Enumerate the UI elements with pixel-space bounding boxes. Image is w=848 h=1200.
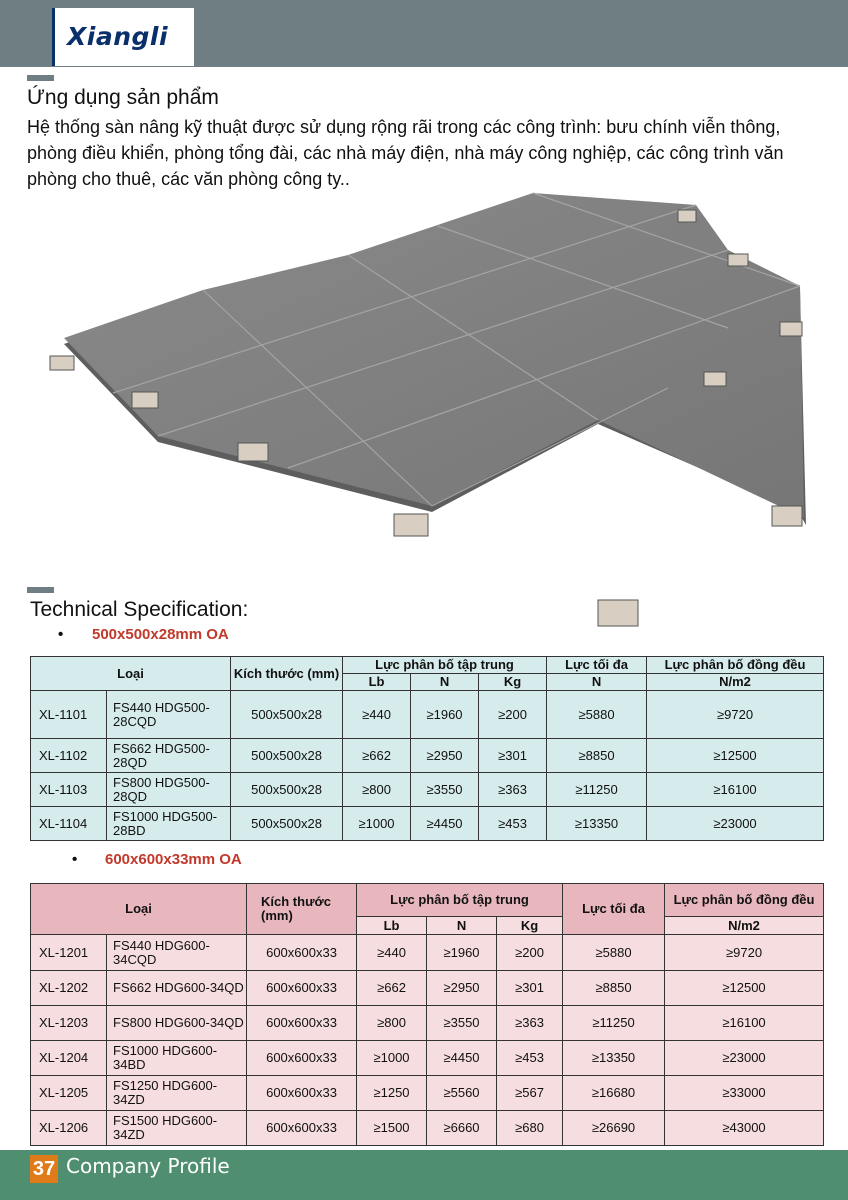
row-size: 600x600x33 bbox=[247, 935, 357, 971]
row-n: ≥2950 bbox=[411, 739, 479, 773]
row-kg: ≥200 bbox=[497, 935, 563, 971]
header-n: N bbox=[411, 674, 479, 691]
header-max-unit: N bbox=[547, 674, 647, 691]
header-size: Kích thước (mm) bbox=[231, 657, 343, 691]
row-max: ≥11250 bbox=[563, 1006, 665, 1041]
row-n: ≥4450 bbox=[427, 1041, 497, 1076]
logo bbox=[52, 8, 194, 66]
footer-label: Company Profile bbox=[66, 1154, 230, 1178]
row-max: ≥8850 bbox=[563, 971, 665, 1006]
table-row bbox=[31, 739, 824, 773]
row-size: 500x500x28 bbox=[231, 807, 343, 841]
row-model: FS662 HDG500-28QD bbox=[107, 739, 231, 773]
row-code: XL-1203 bbox=[31, 1006, 107, 1041]
row-model: FS440 HDG500-28CQD bbox=[107, 691, 231, 739]
application-description: Hệ thống sàn nâng kỹ thuật được sử dụng rộng rãi trong các công trình: bưu chính viễn thông, phòng điều khiển, phòng tổng đài, các nhà máy điện, nhà máy công nghiệp, các công trình văn phòng cho thuê, các văn phòng công ty.. bbox=[27, 117, 784, 189]
row-lb: ≥1250 bbox=[357, 1076, 427, 1111]
row-model: FS1000 HDG500-28BD bbox=[107, 807, 231, 841]
row-uniform: ≥16100 bbox=[665, 1006, 824, 1041]
row-code: XL-1103 bbox=[31, 773, 107, 807]
row-kg: ≥363 bbox=[479, 773, 547, 807]
row-lb: ≥440 bbox=[343, 691, 411, 739]
row-model: FS1500 HDG600-34ZD bbox=[107, 1111, 247, 1146]
page-number: 37 bbox=[30, 1155, 58, 1183]
row-n: ≥4450 bbox=[411, 807, 479, 841]
row-size: 600x600x33 bbox=[247, 971, 357, 1006]
row-max: ≥8850 bbox=[547, 739, 647, 773]
bullet-500-label: 500x500x28mm OA bbox=[92, 626, 229, 643]
row-model: FS800 HDG600-34QD bbox=[107, 1006, 247, 1041]
row-kg: ≥363 bbox=[497, 1006, 563, 1041]
header-size: Kích thước (mm) bbox=[247, 884, 357, 935]
table-row bbox=[31, 971, 824, 1006]
row-lb: ≥662 bbox=[357, 971, 427, 1006]
header-max: Lực tối đa bbox=[547, 657, 647, 674]
row-kg: ≥453 bbox=[479, 807, 547, 841]
application-title: Ứng dụng sản phẩm bbox=[27, 86, 219, 109]
row-code: XL-1206 bbox=[31, 1111, 107, 1146]
bullet-dot: • bbox=[72, 851, 78, 868]
row-code: XL-1101 bbox=[31, 691, 107, 739]
header-uniform-unit: N/m2 bbox=[665, 917, 824, 935]
row-code: XL-1205 bbox=[31, 1076, 107, 1111]
header-kg: Kg bbox=[479, 674, 547, 691]
row-model: FS1250 HDG600-34ZD bbox=[107, 1076, 247, 1111]
row-max: ≥16680 bbox=[563, 1076, 665, 1111]
header-lb: Lb bbox=[343, 674, 411, 691]
row-lb: ≥440 bbox=[357, 935, 427, 971]
header-uniform: Lực phân bố đồng đều bbox=[647, 657, 824, 674]
header-lb: Lb bbox=[357, 917, 427, 935]
row-max: ≥13350 bbox=[563, 1041, 665, 1076]
row-max: ≥26690 bbox=[563, 1111, 665, 1146]
row-code: XL-1104 bbox=[31, 807, 107, 841]
header-kg: Kg bbox=[497, 917, 563, 935]
row-size: 500x500x28 bbox=[231, 739, 343, 773]
row-uniform: ≥12500 bbox=[647, 739, 824, 773]
table-row bbox=[31, 935, 824, 971]
header-uniform: Lực phân bố đồng đều bbox=[665, 884, 824, 917]
row-lb: ≥1000 bbox=[357, 1041, 427, 1076]
row-model: FS800 HDG500-28QD bbox=[107, 773, 231, 807]
row-max: ≥13350 bbox=[547, 807, 647, 841]
bullet-dot: • bbox=[58, 626, 64, 643]
row-uniform: ≥9720 bbox=[647, 691, 824, 739]
row-kg: ≥301 bbox=[497, 971, 563, 1006]
spec-title: Technical Specification: bbox=[30, 598, 249, 621]
row-max: ≥11250 bbox=[547, 773, 647, 807]
row-n: ≥6660 bbox=[427, 1111, 497, 1146]
section-marker bbox=[27, 587, 54, 593]
row-max: ≥5880 bbox=[547, 691, 647, 739]
row-kg: ≥453 bbox=[497, 1041, 563, 1076]
logo-text: Xiangli bbox=[67, 22, 169, 51]
row-uniform: ≥33000 bbox=[665, 1076, 824, 1111]
row-uniform: ≥16100 bbox=[647, 773, 824, 807]
header-concentrated: Lực phân bố tập trung bbox=[357, 884, 563, 917]
table-row bbox=[31, 773, 824, 807]
raised-floor-illustration bbox=[28, 188, 830, 653]
row-model: FS440 HDG600-34CQD bbox=[107, 935, 247, 971]
table-row bbox=[31, 1006, 824, 1041]
table-row bbox=[31, 691, 824, 739]
header-type: Loại bbox=[31, 884, 247, 935]
row-code: XL-1102 bbox=[31, 739, 107, 773]
table-row bbox=[31, 807, 824, 841]
row-uniform: ≥12500 bbox=[665, 971, 824, 1006]
table-row bbox=[31, 1041, 824, 1076]
row-code: XL-1204 bbox=[31, 1041, 107, 1076]
row-size: 500x500x28 bbox=[231, 773, 343, 807]
row-n: ≥3550 bbox=[411, 773, 479, 807]
row-kg: ≥680 bbox=[497, 1111, 563, 1146]
row-n: ≥1960 bbox=[411, 691, 479, 739]
section-marker bbox=[27, 75, 54, 81]
row-n: ≥3550 bbox=[427, 1006, 497, 1041]
row-uniform: ≥23000 bbox=[647, 807, 824, 841]
spec-table-500 bbox=[30, 656, 824, 841]
row-lb: ≥1000 bbox=[343, 807, 411, 841]
row-kg: ≥567 bbox=[497, 1076, 563, 1111]
row-n: ≥2950 bbox=[427, 971, 497, 1006]
row-code: XL-1201 bbox=[31, 935, 107, 971]
row-kg: ≥200 bbox=[479, 691, 547, 739]
header-n: N bbox=[427, 917, 497, 935]
bullet-600-label: 600x600x33mm OA bbox=[105, 851, 242, 868]
row-uniform: ≥23000 bbox=[665, 1041, 824, 1076]
row-lb: ≥800 bbox=[357, 1006, 427, 1041]
row-model: FS662 HDG600-34QD bbox=[107, 971, 247, 1006]
row-lb: ≥1500 bbox=[357, 1111, 427, 1146]
table-row bbox=[31, 1076, 824, 1111]
row-uniform: ≥43000 bbox=[665, 1111, 824, 1146]
header-uniform-unit: N/m2 bbox=[647, 674, 824, 691]
row-kg: ≥301 bbox=[479, 739, 547, 773]
row-size: 600x600x33 bbox=[247, 1041, 357, 1076]
row-n: ≥1960 bbox=[427, 935, 497, 971]
row-lb: ≥662 bbox=[343, 739, 411, 773]
row-size: 600x600x33 bbox=[247, 1006, 357, 1041]
header-type: Loại bbox=[31, 657, 231, 691]
row-code: XL-1202 bbox=[31, 971, 107, 1006]
row-n: ≥5560 bbox=[427, 1076, 497, 1111]
row-max: ≥5880 bbox=[563, 935, 665, 971]
row-lb: ≥800 bbox=[343, 773, 411, 807]
row-size: 500x500x28 bbox=[231, 691, 343, 739]
row-size: 600x600x33 bbox=[247, 1111, 357, 1146]
header-concentrated: Lực phân bố tập trung bbox=[343, 657, 547, 674]
row-uniform: ≥9720 bbox=[665, 935, 824, 971]
spec-table-600 bbox=[30, 883, 824, 1146]
row-size: 600x600x33 bbox=[247, 1076, 357, 1111]
row-model: FS1000 HDG600-34BD bbox=[107, 1041, 247, 1076]
table-row bbox=[31, 1111, 824, 1146]
header-max: Lực tối đa bbox=[563, 884, 665, 935]
